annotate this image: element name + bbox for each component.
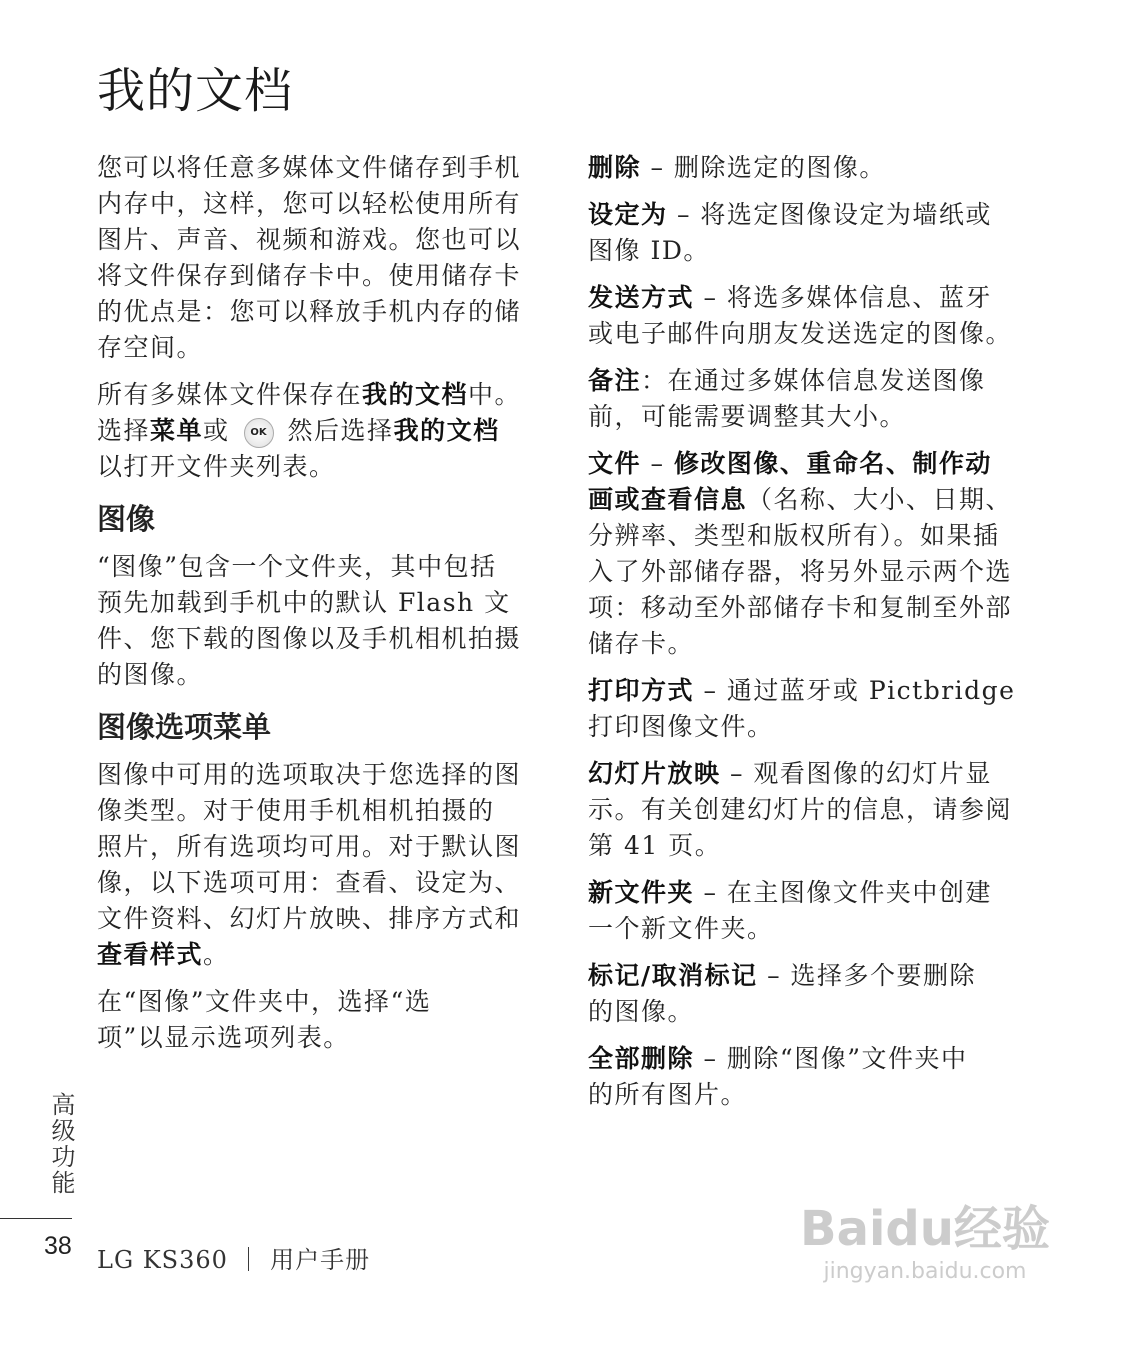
text-span: –: [641, 449, 674, 478]
text-line: [588, 316, 1043, 352]
section-heading: 图像: [97, 502, 156, 536]
bold-term: 发送方式: [588, 283, 695, 312]
bold-term: 菜单: [150, 416, 204, 445]
text-span: 您可以将任意多媒体文件储存到手机: [97, 153, 522, 182]
bold-term: 标记/取消标记: [588, 961, 758, 990]
text-span: 内存中，这样，您可以轻松使用所有: [97, 189, 522, 218]
paragraph: [588, 958, 1043, 1030]
text-line: [588, 482, 1043, 518]
text-span: – 在主图像文件夹中创建: [694, 878, 992, 907]
text-span: 的所有图片。: [588, 1080, 748, 1109]
text-span: 照片，所有选项均可用。对于默认图: [97, 832, 522, 861]
text-span: 将文件保存到储存卡中。使用储存卡: [97, 261, 522, 290]
paragraph: [97, 757, 552, 973]
paragraph: [588, 280, 1043, 352]
text-span: 或电子邮件向朋友发送选定的图像。: [588, 319, 1013, 348]
text-span: 中。: [468, 380, 522, 409]
text-line: [97, 621, 552, 657]
text-span: 以打开文件夹列表。: [97, 452, 336, 481]
paragraph: [588, 363, 1043, 435]
text-span: 入了外部储存器，将另外显示两个选: [588, 557, 1013, 586]
text-line: [588, 233, 1043, 269]
text-span: 项：移动至外部储存卡和复制至外部: [588, 593, 1013, 622]
left-column: [97, 150, 552, 1067]
text-line: [588, 756, 1043, 792]
text-line: [97, 150, 552, 186]
text-span: 分辨率、类型和版权所有）。如果插: [588, 521, 1000, 550]
text-span: 的图像。: [97, 660, 204, 689]
text-line: [588, 1041, 1043, 1077]
paragraph: [588, 756, 1043, 864]
text-line: [588, 958, 1043, 994]
footer-divider: [0, 1218, 72, 1219]
bold-term: 备注: [588, 366, 642, 395]
text-line: [97, 258, 552, 294]
text-line: [97, 984, 552, 1020]
watermark-logo: Baidu经验: [800, 1201, 1050, 1257]
paragraph: [97, 377, 552, 485]
watermark-url: jingyan.baidu.com: [823, 1259, 1027, 1284]
text-line: [588, 446, 1043, 482]
bold-term: 全部删除: [588, 1044, 695, 1073]
text-span: – 删除选定的图像。: [641, 153, 886, 182]
bold-term: 删除: [588, 153, 642, 182]
text-span: 。: [203, 940, 230, 969]
text-line: [97, 294, 552, 330]
text-line: [97, 585, 552, 621]
text-line: [97, 865, 552, 901]
bold-term: 新文件夹: [588, 878, 695, 907]
text-line: [97, 793, 552, 829]
text-line: [588, 150, 1043, 186]
text-span: 第 41 页。: [588, 831, 722, 860]
footer-text: LG KS360 ｜ 用户手册: [97, 1246, 371, 1274]
text-span: 所有多媒体文件保存在: [97, 380, 363, 409]
text-span: 一个新文件夹。: [588, 914, 774, 943]
text-span: 的优点是：您可以释放手机内存的储: [97, 297, 522, 326]
text-span: 选择: [97, 416, 151, 445]
text-span: 然后选择: [287, 416, 394, 445]
text-line: [588, 280, 1043, 316]
text-span: 图片、声音、视频和游戏。您也可以: [97, 225, 522, 254]
text-span: （名称、大小、日期、: [747, 485, 1013, 514]
text-line: [97, 757, 552, 793]
text-line: [97, 449, 552, 485]
text-span: 图像 ID。: [588, 236, 710, 265]
paragraph: [588, 875, 1043, 947]
paragraph: [97, 984, 552, 1056]
text-line: [588, 792, 1043, 828]
text-span: 项”以显示选项列表。: [97, 1023, 350, 1052]
text-line: [97, 222, 552, 258]
bold-term: 设定为: [588, 200, 668, 229]
text-line: [588, 626, 1043, 662]
text-span: 储存卡。: [588, 629, 695, 658]
text-span: – 通过蓝牙或 Pictbridge: [694, 676, 1016, 705]
paragraph: [588, 673, 1043, 745]
text-span: – 将选定图像设定为墙纸或: [667, 200, 992, 229]
text-span: – 将选多媒体信息、蓝牙: [694, 283, 992, 312]
text-line: [588, 875, 1043, 911]
text-line: [588, 554, 1043, 590]
text-line: [97, 377, 552, 413]
section-heading: 图像选项菜单: [97, 710, 272, 744]
text-line: [588, 828, 1043, 864]
text-line: [588, 709, 1043, 745]
text-line: [97, 186, 552, 222]
text-span: 像，以下选项可用：查看、设定为、: [97, 868, 522, 897]
text-line: [588, 197, 1043, 233]
text-span: 在“图像”文件夹中，选择“选: [97, 987, 432, 1016]
text-span: 示。有关创建幻灯片的信息，请参阅: [588, 795, 1013, 824]
ok-key-icon: OK: [244, 418, 274, 448]
right-column: [588, 150, 1043, 1124]
text-line: [588, 1077, 1043, 1113]
text-span: 存空间。: [97, 333, 204, 362]
text-line: [588, 518, 1043, 554]
paragraph: [588, 446, 1043, 662]
bold-term: 我的文档: [362, 380, 469, 409]
paragraph: [588, 1041, 1043, 1113]
text-line: [588, 673, 1043, 709]
text-span: 或: [203, 416, 230, 445]
text-span: – 观看图像的幻灯片显: [720, 759, 992, 788]
text-span: 预先加载到手机中的默认 Flash 文: [97, 588, 511, 617]
bold-term: 画或查看信息: [588, 485, 748, 514]
paragraph: [97, 150, 552, 366]
text-line: [97, 1020, 552, 1056]
text-span: ：在通过多媒体信息发送图像: [641, 366, 986, 395]
text-span: 打印图像文件。: [588, 712, 774, 741]
text-line: [588, 399, 1043, 435]
bold-term: 修改图像、重命名、制作动: [673, 449, 992, 478]
text-line: [97, 657, 552, 693]
text-line: [588, 590, 1043, 626]
paragraph: [588, 150, 1043, 186]
text-span: – 选择多个要删除: [757, 961, 977, 990]
text-span: 件、您下载的图像以及手机相机拍摄: [97, 624, 522, 653]
page-number: 38: [44, 1232, 72, 1260]
text-line: [588, 994, 1043, 1030]
text-line: [97, 829, 552, 865]
text-line: [97, 937, 552, 973]
text-line: [97, 413, 552, 449]
text-line: [588, 911, 1043, 947]
text-span: 图像中可用的选项取决于您选择的图: [97, 760, 522, 789]
paragraph: [97, 549, 552, 693]
page-title: 我的文档: [97, 63, 294, 119]
text-span: 像类型。对于使用手机相机拍摄的: [97, 796, 495, 825]
paragraph: [588, 197, 1043, 269]
text-span: 文件资料、幻灯片放映、排序方式和: [97, 904, 522, 933]
bold-term: 文件: [588, 449, 642, 478]
text-line: [97, 549, 552, 585]
bold-term: 查看样式: [97, 940, 204, 969]
text-span: 前，可能需要调整其大小。: [588, 402, 907, 431]
baidu-watermark: [800, 1190, 1050, 1284]
bold-term: 我的文档: [393, 416, 500, 445]
text-span: – 删除“图像”文件夹中: [694, 1044, 968, 1073]
text-span: “图像”包含一个文件夹，其中包括: [97, 552, 497, 581]
text-line: [588, 363, 1043, 399]
bold-term: 打印方式: [588, 676, 695, 705]
text-line: [97, 901, 552, 937]
text-span: 的图像。: [588, 997, 695, 1026]
bold-term: 幻灯片放映: [588, 759, 721, 788]
section-side-label: 高级功能: [47, 1092, 75, 1196]
text-line: [97, 330, 552, 366]
